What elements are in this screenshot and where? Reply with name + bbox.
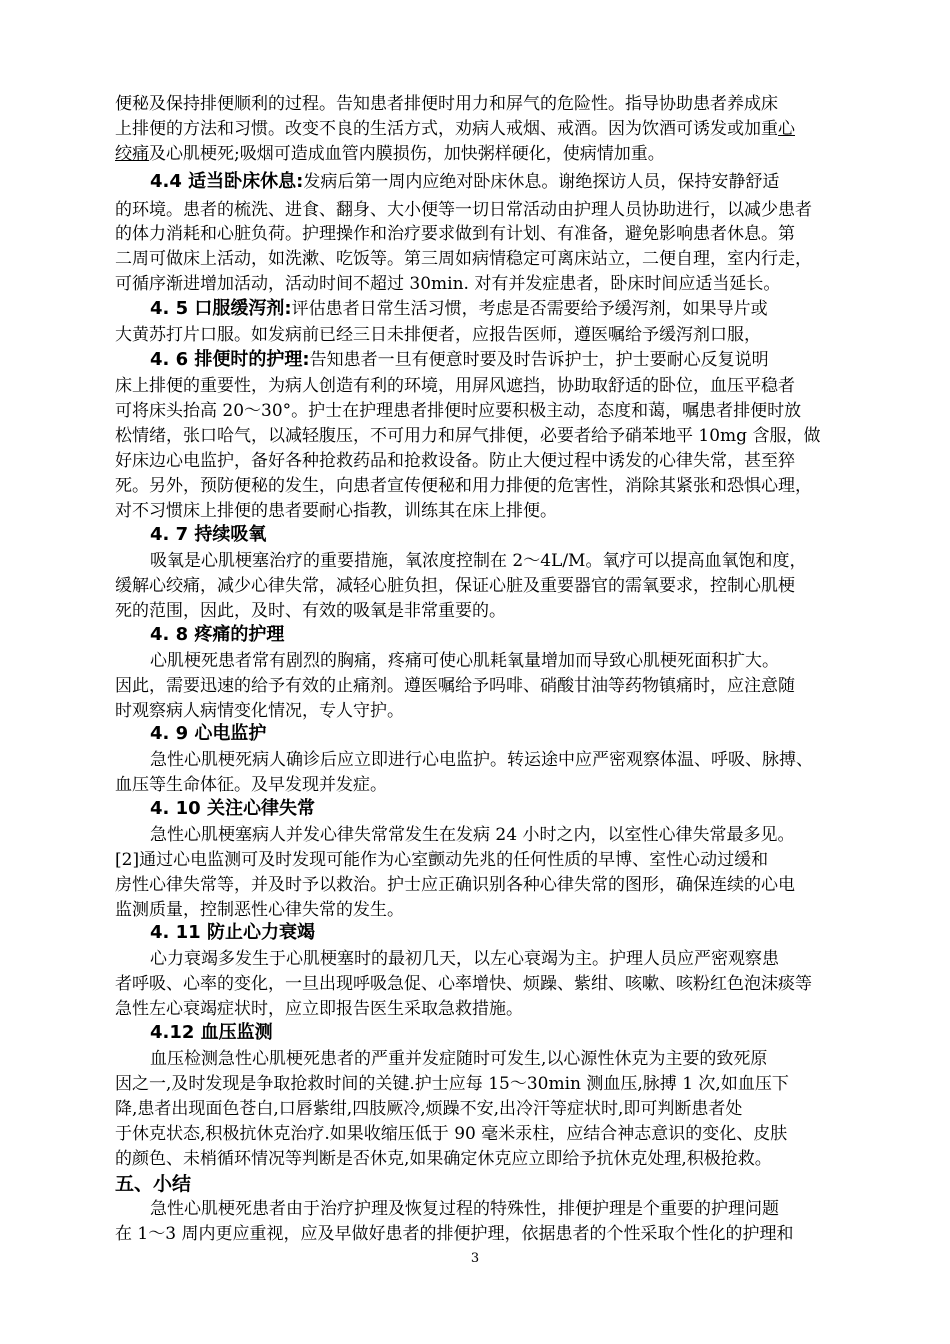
- body-line: 血压检测急性心肌梗死患者的严重并发症随时可发生,以心源性休克为主要的致死原: [150, 1049, 768, 1069]
- body-line: 急性心肌梗死病人确诊后应立即进行心电监护。转运途中应严密观察体温、呼吸、脉搏、: [150, 750, 813, 770]
- body-line: 因此，需要迅速的给予有效的止痛剂。遵医嘱给予吗啡、硝酸甘油等药物镇痛时，应注意随: [115, 676, 795, 696]
- body-line: 二周可做床上活动，如洗漱、吃饭等。第三周如病情稳定可离床站立，二便自理，室内行走，: [115, 249, 812, 269]
- body-line: 降,患者出现面色苍白,口唇紫绀,四肢厥冷,烦躁不安,出冷汗等症状时,即可判断患者处: [115, 1099, 743, 1119]
- underlined-term: 心: [778, 119, 795, 139]
- chapter-heading-summary: 五、小结: [115, 1173, 192, 1195]
- body-line: 上排便的方法和习惯。改变不良的生活方式，劝病人戒烟、戒酒。因为饮酒可诱发或加重心: [115, 119, 795, 139]
- section-heading-4-10: 4. 10 关注心律失常: [150, 798, 315, 819]
- section-heading-4-11: 4. 11 防止心力衰竭: [150, 922, 315, 943]
- body-line: 对不习惯床上排便的患者要耐心指教，训练其在床上排便。: [115, 501, 557, 521]
- body-line: 急性左心衰竭症状时，应立即报告医生采取急救措施。: [115, 999, 523, 1019]
- body-line: 因之一,及时发现是争取抢救时间的关键.护士应每 15～30min 测血压,脉搏 1 次,如血压下: [115, 1074, 789, 1094]
- body-line: 时观察病人病情变化情况，专人守护。: [115, 701, 404, 721]
- page-number: 3: [470, 1251, 480, 1266]
- body-line: 房性心律失常等，并及时予以救治。护士应正确识别各种心律失常的图形，确保连续的心电: [115, 875, 795, 895]
- body-line: 松情绪，张口哈气，以减轻腹压，不可用力和屏气排便，必要者给予硝苯地平 10mg 含服，做: [115, 426, 821, 446]
- body-line: 缓解心绞痛，减少心律失常，减轻心脏负担，保证心脏及重要器官的需氧要求，控制心肌梗: [115, 576, 795, 596]
- body-line: 吸氧是心肌梗塞治疗的重要措施，氧浓度控制在 2～4L/M。氧疗可以提高血氧饱和度，: [150, 551, 807, 571]
- body-line: 的环境。患者的梳洗、进食、翻身、大小便等一切日常活动由护理人员协助进行，以减少患者: [115, 200, 812, 220]
- body-line: 床上排便的重要性，为病人创造有利的环境，用屏风遮挡，协助取舒适的卧位，血压平稳者: [115, 376, 795, 396]
- section-heading-4-8: 4. 8 疼痛的护理: [150, 624, 285, 645]
- section-heading-4-12: 4.12 血压监测: [150, 1022, 273, 1043]
- body-line: 便秘及保持排便顺利的过程。告知患者排便时用力和屏气的危险性。指导协助患者养成床: [115, 94, 778, 114]
- section-heading-4-6: 4. 6 排便时的护理:告知患者一旦有便意时要及时告诉护士，护士要耐心反复说明: [150, 349, 769, 370]
- body-line: 者呼吸、心率的变化，一旦出现呼吸急促、心率增快、烦躁、紫绀、咳嗽、咳粉红色泡沫痰等: [115, 974, 812, 994]
- underlined-term: 绞痛: [115, 144, 149, 164]
- body-line: 大黄苏打片口服。如发病前已经三日未排便者，应报告医师，遵医嘱给予缓泻剂口服，: [115, 325, 761, 345]
- body-line: 好床边心电监护，备好各种抢救药品和抢救设备。防止大便过程中诱发的心律失常，甚至猝: [115, 451, 795, 471]
- body-line: 急性心肌梗死患者由于治疗护理及恢复过程的特殊性，排便护理是个重要的护理问题: [150, 1199, 779, 1219]
- body-line: 可将床头抬高 20～30°。护士在护理患者排便时应要积极主动，态度和蔼，嘱患者排便时放: [115, 401, 802, 421]
- body-line: 的体力消耗和心脏负荷。护理操作和治疗要求做到有计划、有准备，避免影响患者休息。第: [115, 224, 795, 244]
- body-line: 的颜色、未梢循环情况等判断是否休克,如果确定休克应立即给予抗休克处理,积极抢救。: [115, 1149, 772, 1169]
- body-line: 监测质量，控制恶性心律失常的发生。: [115, 900, 404, 920]
- body-line: 血压等生命体征。及早发现并发症。: [115, 775, 387, 795]
- body-line: 可循序渐进增加活动，活动时间不超过 30min. 对有并发症患者，卧床时间应适当延长。: [115, 274, 781, 294]
- body-line: 在 1～3 周内更应重视，应及早做好患者的排便护理，依据患者的个性采取个性化的护理和: [115, 1224, 794, 1244]
- body-line: 心力衰竭多发生于心肌梗塞时的最初几天，以左心衰竭为主。护理人员应严密观察患: [150, 949, 779, 969]
- body-line: 死的范围，因此，及时、有效的吸氧是非常重要的。: [115, 601, 506, 621]
- section-heading-4-4: 4.4 适当卧床休息:发病后第一周内应绝对卧床休息。谢绝探访人员，保持安静舒适: [150, 171, 780, 192]
- body-line: 心肌梗死患者常有剧烈的胸痛，疼痛可使心肌耗氧量增加而导致心肌梗死面积扩大。: [150, 651, 779, 671]
- section-heading-4-5: 4. 5 口服缓泻剂:评估患者日常生活习惯，考虑是否需要给予缓泻剂，如果导片或: [150, 298, 768, 319]
- body-line: 急性心肌梗塞病人并发心律失常常发生在发病 24 小时之内，以室性心律失常最多见。: [150, 825, 795, 845]
- body-line: 于休克状态,积极抗休克治疗.如果收缩压低于 90 毫米汞柱，应结合神志意识的变化、皮肤: [115, 1124, 788, 1144]
- section-heading-4-9: 4. 9 心电监护: [150, 723, 267, 744]
- body-line: 绞痛及心肌梗死;吸烟可造成血管内膜损伤，加快粥样硬化，使病情加重。: [115, 144, 665, 164]
- body-line: [2]通过心电监测可及时发现可能作为心室颤动先兆的任何性质的早博、室性心动过缓和: [115, 850, 769, 870]
- section-heading-4-7: 4. 7 持续吸氧: [150, 524, 267, 545]
- body-line: 死。另外，预防便秘的发生，向患者宣传便秘和用力排便的危害性，消除其紧张和恐惧心理，: [115, 476, 812, 496]
